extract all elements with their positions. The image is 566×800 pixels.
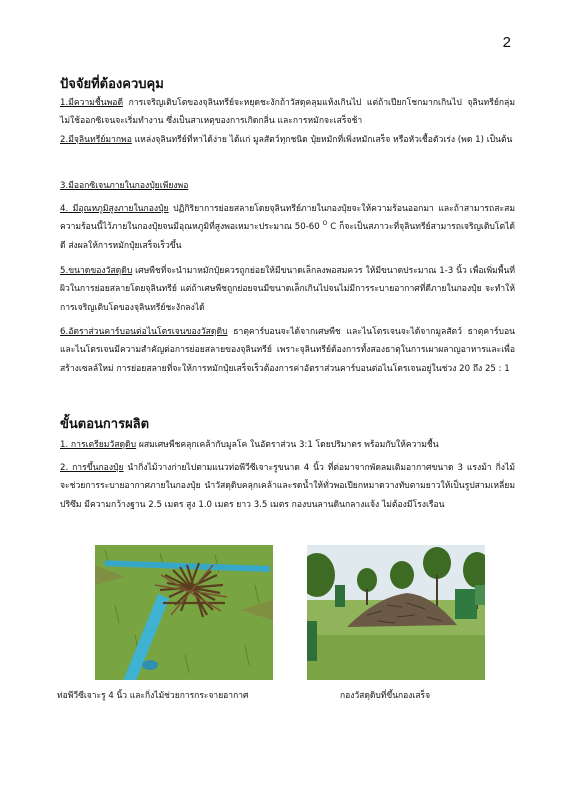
photo-finished-pile	[307, 545, 485, 680]
caption-photo-1: ท่อพีวีซีเจาะรู 4 นิ้ว และกิ่งไม้ช่วยการกระจายอากาศ	[57, 691, 249, 701]
step-1-lead: 1. การเตรียมวัสดุดิบ	[60, 440, 137, 450]
factor-4-text: ปฏิกิริยาการย่อยสลายโดยจุลินทรีย์ภายในกองปุ๋ยจะให้ความร้อนออกมา และถ้าสามารถสะสมความร้อนนี้ไว้ภายในกองปุ๋ยจนมีอุณหภูมิที่สูงพอเหมาะประมาณ 50-60	[60, 204, 515, 233]
page-number: 2	[502, 34, 511, 51]
degree-symbol: O	[322, 220, 328, 228]
step-2	[60, 459, 515, 514]
factor-1	[60, 94, 515, 131]
factor-6	[60, 323, 515, 378]
factor-5	[60, 262, 515, 317]
factor-2	[60, 131, 515, 149]
factor-3-lead: 3.มีออกซิเจนภายในกองปุ๋ยเพียงพอ	[60, 181, 189, 191]
factor-1-lead: 1.มีความชื้นพอดี	[60, 98, 124, 108]
factor-5-text: เศษพืชที่จะนำมาหมักปุ๋ยควรถูกย่อยให้มีขนาดเล็กลงพอสมควร ให้มีขนาดประมาณ 1-3 นิ้ว เพื่อเพิ่มพื้นที่ผิวในการย่อยสลายโดยจุลินทรีย์ แต่ถ้าเศษพืชถูกย่อยจนมีขนาดเล็กเกินไปจนไม่มีการระบายอากาศที่ดีภายในกองปุ๋ย จะทำให้การเจริญเติบโตของจุลินทรีย์ชะงักลงได้	[60, 266, 515, 313]
photo-pvc-pipe-branches	[95, 545, 273, 680]
factor-4	[60, 200, 515, 255]
factor-2-text: แหล่งจุลินทรีย์ที่หาได้ง่าย ได้แก่ มูลสัตว์ทุกชนิด ปุ๋ยหมักที่เพิ่งหมักเสร็จ หรือหัวเชื้อตัวเร่ง (พด 1) เป็นต้น	[131, 135, 513, 145]
factor-5-lead: 5.ขนาดของวัสดุดิบ	[60, 266, 133, 276]
step-1-text: ผสมเศษพืชคลุกเคล้ากับมูลโค ในอัตราส่วน 3:1 โดยปริมาตร พร้อมกับให้ความชื้น	[136, 440, 439, 450]
step-2-text: นำกิ่งไม้วางก่ายไปตามแนวท่อพีวีซีเจาะรูขนาด 4 นิ้ว ที่ต่อมาจากพัดลมเติมอากาศขนาด 3 แรงม้า กิ่งไม้จะช่วยการระบายอากาศภายในกองปุ๋ย นำวัสดุดิบคลุกเคล้าและรดน้ำให้ทั่วพอเปียกหมาดวางทับตามยาวให้เป็นรูปสามเหลี่ยมปริซึม มีความกว้างฐาน 2.5 เมตร สูง 1.0 เมตร ยาว 3.5 เมตร กองบนลานดินกลางแจ้ง ไม่ต้องมีโรงเรือน	[60, 463, 515, 510]
section-heading-factors: ปัจจัยที่ต้องควบคุม	[60, 77, 164, 92]
step-1	[60, 436, 515, 454]
factor-1-text: การเจริญเติบโตของจุลินทรีย์จะหยุดชะงักถ้าวัสดุคลุมแห้งเกินไป แต่ถ้าเปียกโชกมากเกินไป จุลินทรีย์กลุ่มไม่ใช้ออกซิเจนจะเริ่มทำงาน ซึ่งเป็นสาเหตุของการเกิดกลิ่น และการหมักจะเสร็จช้า	[60, 98, 515, 127]
section-heading-process: ขั้นตอนการผลิต	[60, 417, 150, 432]
factor-3	[60, 177, 515, 195]
factor-2-lead: 2.มีจุลินทรีย์มากพอ	[60, 135, 132, 145]
factor-6-lead: 6.อัตราส่วนคาร์บอนต่อไนโตรเจนของวัสดุดิบ	[60, 327, 228, 337]
factor-6-text: ธาตุคาร์บอนจะได้จากเศษพืช และไนโตรเจนจะได้จากมูลสัตว์ ธาตุคาร์บอนและไนโตรเจนมีความสำคัญต่อการย่อยสลายของจุลินทรีย์ เพราะจุลินทรีย์ต้องการทั้งสองธาตุในการเผาผลาญอาหารและเพื่อสร้างเซลล์ใหม่ การย่อยสลายที่จะให้การหมักปุ๋ยเสร็จเร็วต้องการค่าอัตราส่วนคาร์บอนต่อไนโตรเจนอยู่ในช่วง 20 ถึง 25 : 1	[60, 327, 515, 374]
factor-4-lead: 4. มีอุณหภูมิสูงภายในกองปุ๋ย	[60, 204, 169, 214]
step-2-lead: 2. การขึ้นกองปุ๋ย	[60, 463, 124, 473]
factor-4-tail: C ก็จะเป็นสภาวะที่จุลินทรีย์สามารถเจริญเติบโตได้ดี ส่งผลให้การหมักปุ๋ยเสร็จเร็วขึ้น	[60, 222, 515, 251]
caption-photo-2: กองวัสดุดิบที่ขึ้นกองเสร็จ	[340, 691, 431, 701]
